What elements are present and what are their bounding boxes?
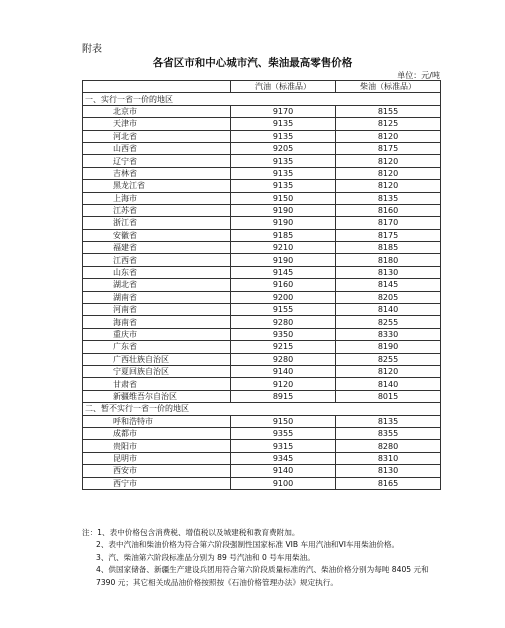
table-row	[83, 365, 441, 377]
gasoline-price-cell: 9135	[231, 167, 336, 179]
region-cell: 江西省	[83, 254, 231, 266]
region-cell: 上海市	[83, 192, 231, 204]
gasoline-price-cell: 9185	[231, 229, 336, 241]
region-cell: 吉林省	[83, 167, 231, 179]
region-cell: 浙江省	[83, 217, 231, 229]
gasoline-price-cell: 9200	[231, 291, 336, 303]
diesel-price-cell: 8120	[336, 167, 441, 179]
gasoline-price-cell: 9190	[231, 204, 336, 216]
gasoline-price-cell: 9345	[231, 452, 336, 464]
region-cell: 西宁市	[83, 477, 231, 489]
table-row	[83, 204, 441, 216]
table-row	[83, 427, 441, 439]
header-region	[83, 81, 231, 93]
region-cell: 甘肃省	[83, 378, 231, 390]
table-row	[83, 341, 441, 353]
gasoline-price-cell: 9135	[231, 118, 336, 130]
note-2: 2、表中汽油和柴油价格为符合第六阶段强制性国家标准 VIB 车用汽油和VI车用柴油价格。	[96, 540, 400, 550]
region-cell: 广西壮族自治区	[83, 353, 231, 365]
diesel-price-cell: 8125	[336, 118, 441, 130]
region-cell: 山西省	[83, 142, 231, 154]
region-cell: 湖南省	[83, 291, 231, 303]
gasoline-price-cell: 9205	[231, 142, 336, 154]
region-cell: 福建省	[83, 242, 231, 254]
table-row	[83, 142, 441, 154]
diesel-price-cell: 8140	[336, 304, 441, 316]
region-cell: 湖北省	[83, 279, 231, 291]
price-table	[82, 80, 441, 490]
gasoline-price-cell: 9140	[231, 465, 336, 477]
diesel-price-cell: 8180	[336, 254, 441, 266]
diesel-price-cell: 8355	[336, 427, 441, 439]
gasoline-price-cell: 9150	[231, 192, 336, 204]
table-row	[83, 415, 441, 427]
table-header-row	[83, 81, 441, 93]
gasoline-price-cell: 9135	[231, 155, 336, 167]
table-row	[83, 378, 441, 390]
region-cell: 成都市	[83, 427, 231, 439]
table-row	[83, 316, 441, 328]
diesel-price-cell: 8160	[336, 204, 441, 216]
diesel-price-cell: 8185	[336, 242, 441, 254]
table-row	[83, 155, 441, 167]
table-row	[83, 452, 441, 464]
gasoline-price-cell: 9280	[231, 316, 336, 328]
table-row	[83, 130, 441, 142]
gasoline-price-cell: 9140	[231, 365, 336, 377]
section-label: 二、暂不实行一省一价的地区	[83, 403, 441, 415]
gasoline-price-cell: 9145	[231, 266, 336, 278]
region-cell: 辽宁省	[83, 155, 231, 167]
section-header-row	[83, 403, 441, 415]
table-row	[83, 353, 441, 365]
region-cell: 重庆市	[83, 328, 231, 340]
region-cell: 天津市	[83, 118, 231, 130]
table-row	[83, 105, 441, 117]
diesel-price-cell: 8165	[336, 477, 441, 489]
diesel-price-cell: 8120	[336, 365, 441, 377]
diesel-price-cell: 8135	[336, 192, 441, 204]
region-cell: 广东省	[83, 341, 231, 353]
region-cell: 河北省	[83, 130, 231, 142]
table-row	[83, 254, 441, 266]
diesel-price-cell: 8175	[336, 142, 441, 154]
gasoline-price-cell: 9215	[231, 341, 336, 353]
diesel-price-cell: 8310	[336, 452, 441, 464]
table-row	[83, 465, 441, 477]
table-row	[83, 242, 441, 254]
region-cell: 黑龙江省	[83, 180, 231, 192]
gasoline-price-cell: 9315	[231, 440, 336, 452]
region-cell: 呼和浩特市	[83, 415, 231, 427]
diesel-price-cell: 8130	[336, 266, 441, 278]
header-gasoline: 汽油（标准品）	[231, 81, 336, 93]
table-row	[83, 477, 441, 489]
table-row	[83, 192, 441, 204]
region-cell: 贵阳市	[83, 440, 231, 452]
notes-block	[82, 527, 442, 589]
header-diesel: 柴油（标准品）	[336, 81, 441, 93]
table-body	[83, 93, 441, 490]
region-cell: 江苏省	[83, 204, 231, 216]
diesel-price-cell: 8280	[336, 440, 441, 452]
region-cell: 新疆维吾尔自治区	[83, 390, 231, 402]
gasoline-price-cell: 9280	[231, 353, 336, 365]
note-3: 3、汽、柴油第六阶段标准品分别为 89 号汽油和 0 号车用柴油。	[96, 552, 315, 562]
diesel-price-cell: 8145	[336, 279, 441, 291]
gasoline-price-cell: 9135	[231, 130, 336, 142]
gasoline-price-cell: 9120	[231, 378, 336, 390]
table-row	[83, 118, 441, 130]
diesel-price-cell: 8015	[336, 390, 441, 402]
diesel-price-cell: 8330	[336, 328, 441, 340]
diesel-price-cell: 8175	[336, 229, 441, 241]
section-label: 一、实行一省一价的地区	[83, 93, 441, 105]
gasoline-price-cell: 9190	[231, 254, 336, 266]
note-1: 注：1、表中价格包含消费税、增值税以及城建税和教育费附加。	[82, 528, 300, 537]
table-row	[83, 279, 441, 291]
table-row	[83, 328, 441, 340]
document-title: 各省区市和中心城市汽、柴油最高零售价格	[152, 57, 353, 69]
diesel-price-cell: 8140	[336, 378, 441, 390]
table-row	[83, 217, 441, 229]
gasoline-price-cell: 9100	[231, 477, 336, 489]
gasoline-price-cell: 9155	[231, 304, 336, 316]
region-cell: 西安市	[83, 465, 231, 477]
region-cell: 河南省	[83, 304, 231, 316]
diesel-price-cell: 8255	[336, 316, 441, 328]
diesel-price-cell: 8120	[336, 130, 441, 142]
region-cell: 安徽省	[83, 229, 231, 241]
region-cell: 昆明市	[83, 452, 231, 464]
gasoline-price-cell: 9150	[231, 415, 336, 427]
gasoline-price-cell: 9190	[231, 217, 336, 229]
region-cell: 北京市	[83, 105, 231, 117]
table-row	[83, 390, 441, 402]
table-row	[83, 167, 441, 179]
gasoline-price-cell: 9210	[231, 242, 336, 254]
table-row	[83, 180, 441, 192]
gasoline-price-cell: 9135	[231, 180, 336, 192]
region-cell: 海南省	[83, 316, 231, 328]
diesel-price-cell: 8135	[336, 415, 441, 427]
diesel-price-cell: 8120	[336, 155, 441, 167]
diesel-price-cell: 8120	[336, 180, 441, 192]
diesel-price-cell: 8255	[336, 353, 441, 365]
diesel-price-cell: 8155	[336, 105, 441, 117]
annex-label: 附表	[82, 44, 102, 55]
table-row	[83, 266, 441, 278]
section-header-row	[83, 93, 441, 105]
table-row	[83, 304, 441, 316]
table-row	[83, 229, 441, 241]
gasoline-price-cell: 9350	[231, 328, 336, 340]
gasoline-price-cell: 9170	[231, 105, 336, 117]
gasoline-price-cell: 9355	[231, 427, 336, 439]
table-row	[83, 291, 441, 303]
diesel-price-cell: 8170	[336, 217, 441, 229]
gasoline-price-cell: 9160	[231, 279, 336, 291]
region-cell: 宁夏回族自治区	[83, 365, 231, 377]
note-4: 4、供国家储备、新疆生产建设兵团用符合第六阶段质量标准的汽、柴油价格分别为每吨 8405 元和 7390 元；其它相关成品油价格按照按《石油价格管理办法》规定执行。	[96, 565, 429, 587]
diesel-price-cell: 8190	[336, 341, 441, 353]
diesel-price-cell: 8205	[336, 291, 441, 303]
table-row	[83, 440, 441, 452]
region-cell: 山东省	[83, 266, 231, 278]
gasoline-price-cell: 8915	[231, 390, 336, 402]
unit-label: 单位：元/吨	[397, 71, 440, 80]
diesel-price-cell: 8130	[336, 465, 441, 477]
